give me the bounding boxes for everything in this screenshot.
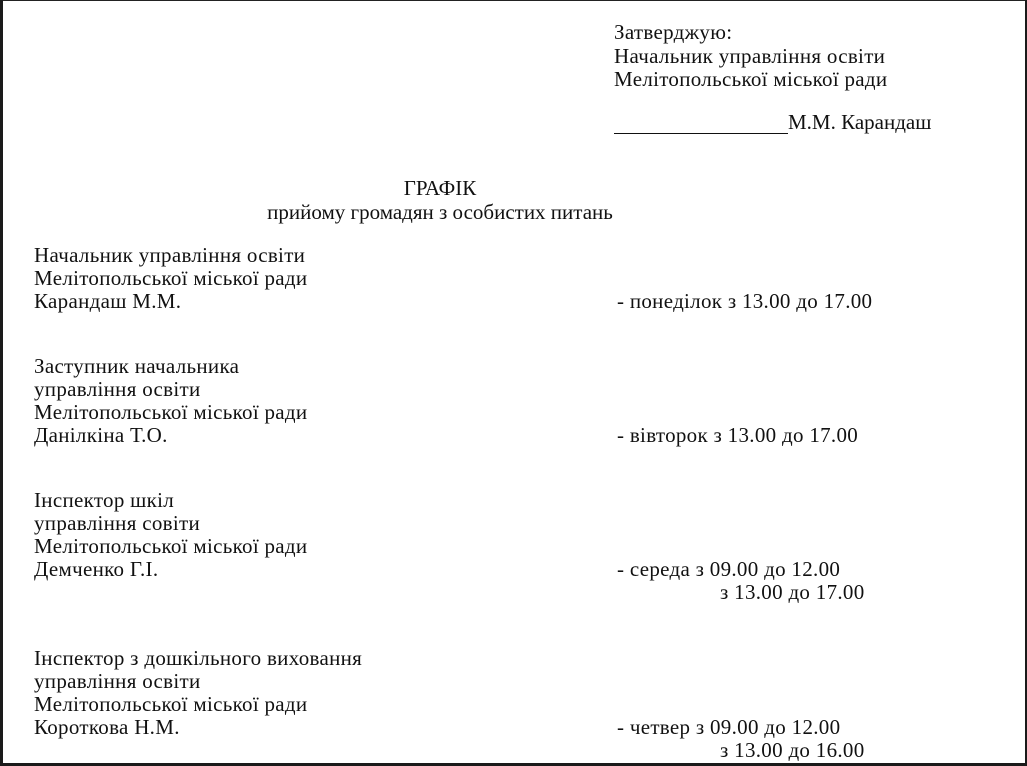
- reception-time-continued: з 13.00 до 16.00: [720, 738, 865, 762]
- official-organization: Мелітопольської міської ради: [34, 692, 308, 716]
- official-name: Карандаш М.М.: [34, 289, 182, 313]
- signature-line: [614, 133, 788, 134]
- approval-heading: Затверджую:: [614, 20, 733, 44]
- official-department: управління совіти: [34, 511, 200, 535]
- document-subtitle: прийому громадян з особистих питань: [267, 200, 613, 224]
- official-position: Інспектор з дошкільного виховання: [34, 646, 363, 670]
- official-position: Начальник управління освіти: [34, 243, 306, 267]
- official-organization: Мелітопольської міської ради: [34, 534, 308, 558]
- official-position: Інспектор шкіл: [34, 488, 175, 512]
- official-name: Демченко Г.І.: [34, 557, 159, 581]
- official-organization: Мелітопольської міської ради: [34, 400, 308, 424]
- official-name: Короткова Н.М.: [34, 715, 180, 739]
- official-organization: Мелітопольської міської ради: [34, 266, 308, 290]
- reception-time-continued: з 13.00 до 17.00: [720, 580, 865, 604]
- approval-signature-name: М.М. Карандаш: [788, 110, 932, 134]
- official-department: управління освіти: [34, 377, 201, 401]
- page-edge-left: [0, 0, 3, 766]
- approval-organization: Мелітопольської міської ради: [614, 67, 888, 91]
- document-title: ГРАФІК: [403, 176, 477, 200]
- approval-position: Начальник управління освіти: [614, 44, 886, 68]
- reception-time: - четвер з 09.00 до 12.00: [617, 715, 841, 739]
- reception-time: - понеділок з 13.00 до 17.00: [617, 289, 873, 313]
- official-position: Заступник начальника: [34, 354, 240, 378]
- official-department: управління освіти: [34, 669, 201, 693]
- reception-time: - середа з 09.00 до 12.00: [617, 557, 841, 581]
- reception-time: - вівторок з 13.00 до 17.00: [617, 423, 859, 447]
- official-name: Данілкіна Т.О.: [34, 423, 168, 447]
